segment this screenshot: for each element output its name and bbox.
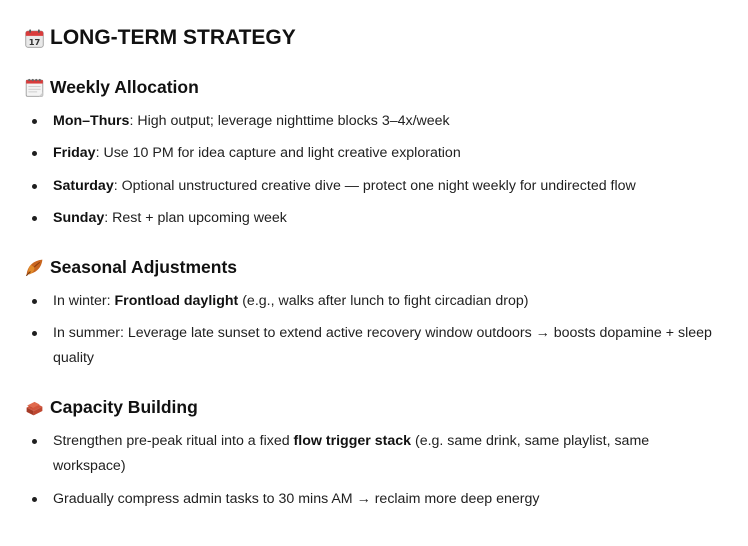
list-item-text: : Optional unstructured creative dive — protect one night weekly for undirected flow	[113, 178, 636, 194]
calendar-icon	[24, 28, 45, 49]
page-title-text: LONG-TERM STRATEGY	[50, 26, 296, 49]
list-item	[53, 429, 713, 479]
list-item	[53, 321, 713, 371]
list-item-bold: Saturday	[53, 178, 114, 194]
list-item-bold: Mon–Thurs	[53, 113, 130, 129]
section-heading-seasonal	[24, 255, 237, 279]
brick-icon	[24, 397, 45, 418]
svg-text:17: 17	[28, 36, 41, 47]
list-item-bold: flow trigger stack	[293, 433, 412, 449]
list-item-text: In winter:	[53, 293, 115, 309]
list-item-bold: Friday	[53, 145, 96, 161]
list-item-text: : Rest + plan upcoming week	[104, 210, 287, 226]
list-item	[53, 174, 713, 199]
fallen-leaf-icon	[24, 257, 45, 278]
list-item	[53, 289, 713, 314]
list-item-text: In summer: Leverage late sunset to extend active recovery window outdoors → boosts dopamine + sleep quality	[53, 325, 712, 366]
section-heading-text: Weekly Allocation	[50, 76, 199, 97]
spiral-calendar-icon	[24, 77, 45, 98]
list-item	[53, 109, 713, 134]
list-item	[53, 141, 713, 166]
list-item-bold: Sunday	[53, 210, 105, 226]
section-heading-capacity	[24, 395, 198, 419]
list-item	[53, 487, 713, 512]
list-item-text: Gradually compress admin tasks to 30 mins AM → reclaim more deep energy	[53, 491, 540, 507]
list-item	[53, 206, 713, 231]
list-item-text: Strengthen pre-peak ritual into a fixed	[53, 433, 294, 449]
list-item-text: (e.g., walks after lunch to fight circadian drop)	[238, 293, 529, 309]
page-title	[24, 24, 296, 52]
section-heading-text: Capacity Building	[50, 396, 198, 417]
list-item-text: (e.g. same drink, same playlist, same workspace)	[53, 433, 650, 474]
section-heading-weekly	[24, 75, 199, 99]
list-item-text: : High output; leverage nighttime blocks 3–4x/week	[129, 113, 450, 129]
list-item-text: : Use 10 PM for idea capture and light creative exploration	[95, 145, 461, 161]
list-item-bold: Frontload daylight	[114, 293, 239, 309]
section-heading-text: Seasonal Adjustments	[50, 256, 238, 277]
